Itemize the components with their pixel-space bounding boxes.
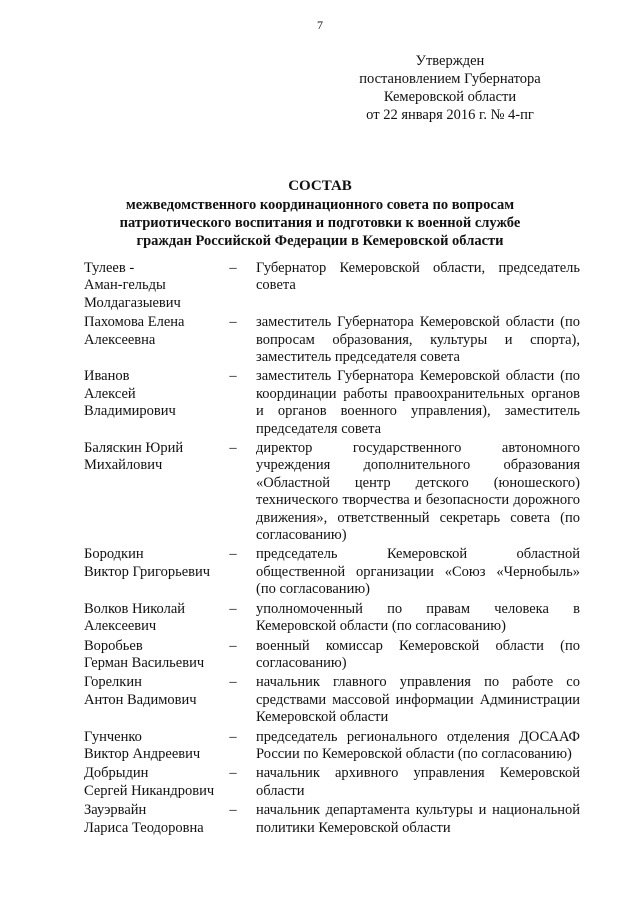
approval-line: постановлением Губернатора	[359, 71, 541, 87]
member-name-line: Волков Николай	[84, 600, 186, 617]
member-role: директор государственного автономного учреждения дополнительного образования «Областной центр детского (юношеского) технического творчества и безопасности дорожного движения», ответственный секретарь совета (по согласованию)	[256, 440, 580, 544]
approval-date-line: от 22 января 2016 г. № 4-пг	[366, 107, 534, 123]
member-name	[84, 638, 234, 673]
member-dash: –	[229, 765, 237, 782]
member-name-line: Зауэрвайн	[84, 802, 147, 819]
member-name-line: Лариса Теодоровна	[84, 819, 204, 836]
member-dash: –	[229, 314, 237, 331]
member-name-line: Воробьев	[84, 637, 143, 654]
member-name	[84, 765, 234, 800]
member-role: начальник департамента культуры и национальной политики Кемеровской области	[256, 802, 580, 836]
member-role: председатель регионального отделения ДОСААФ России по Кемеровской области (по согласованию)	[256, 728, 580, 762]
member-name	[84, 674, 234, 709]
member-dash: –	[229, 674, 237, 691]
member-name-line: Алексеевич	[84, 618, 157, 635]
member-entry	[84, 802, 580, 837]
member-role: начальник архивного управления Кемеровской области	[256, 765, 580, 799]
member-dash: –	[229, 637, 237, 654]
member-role: уполномоченный по правам человека в Кемеровской области (по согласованию)	[256, 600, 580, 635]
approval-line: Кемеровской области	[383, 89, 517, 105]
member-entry	[84, 260, 580, 312]
member-name-line: Добрыдин	[84, 765, 149, 782]
member-name-line: Иванов	[84, 368, 130, 385]
member-dash: –	[229, 260, 237, 276]
member-name-line: Гунченко	[84, 728, 142, 745]
member-role: заместитель Губернатора Кемеровской области (по координации работы правоохранительных органов и органов военного управления), заместитель председателя совета	[256, 368, 580, 437]
member-name	[84, 546, 234, 581]
member-role: председатель Кемеровской областной общественной организации «Союз «Чернобыль» (по согласованию)	[256, 546, 580, 598]
member-name-line: Баляскин Юрий	[84, 440, 184, 457]
member-name	[84, 314, 234, 349]
member-role: военный комиссар Кемеровской области (по согласованию)	[256, 637, 580, 671]
member-entry	[84, 674, 580, 726]
document-subtitle-line: граждан Российской Федерации в Кемеровской области	[136, 233, 504, 249]
member-name	[84, 729, 234, 764]
document-heading	[40, 176, 600, 250]
document-subtitle-line: патриотического воспитания и подготовки к военной службе	[119, 215, 521, 231]
member-entry	[84, 601, 580, 636]
member-name-line: Виктор Андреевич	[84, 745, 201, 762]
member-name	[84, 368, 234, 420]
member-entry	[84, 765, 580, 800]
document-subtitle-line: межведомственного координационного совета по вопросам	[125, 197, 515, 213]
member-dash: –	[229, 600, 237, 617]
member-name-line: Горелкин	[84, 674, 142, 691]
member-dash: –	[229, 546, 237, 563]
member-role: начальник главного управления по работе со средствами массовой информации Администрации Кемеровской области	[256, 674, 580, 726]
member-role: Губернатор Кемеровской области, председатель совета	[256, 260, 580, 294]
member-name	[84, 260, 234, 312]
member-entry	[84, 368, 580, 438]
member-dash: –	[229, 802, 237, 819]
member-role: заместитель Губернатора Кемеровской области (по вопросам образования, культуры и спорта), заместитель председателя совета	[256, 314, 580, 365]
member-dash: –	[229, 728, 237, 745]
page-number: 7	[317, 18, 323, 32]
member-entry	[84, 638, 580, 673]
approval-line: Утвержден	[415, 53, 485, 69]
document-title: СОСТАВ	[288, 178, 352, 194]
member-entry	[84, 546, 580, 598]
member-dash: –	[229, 440, 237, 457]
member-name-line: Молдагазыевич	[84, 294, 181, 311]
member-name-line: Сергей Никандрович	[84, 782, 215, 799]
member-dash: –	[229, 368, 237, 385]
member-name-line: Тулеев -	[84, 260, 135, 276]
member-name-line: Бородкин	[84, 546, 144, 563]
member-entry	[84, 314, 580, 366]
member-name	[84, 440, 234, 475]
members-list	[84, 260, 580, 839]
member-name-line: Михайлович	[84, 457, 163, 474]
member-name-line: Алексей	[84, 385, 136, 402]
member-name	[84, 601, 234, 636]
member-name-line: Виктор Григорьевич	[84, 563, 211, 580]
member-name-line: Герман Васильевич	[84, 654, 205, 671]
member-name-line: Владимирович	[84, 403, 176, 420]
member-entry	[84, 729, 580, 764]
member-name-line: Аман-гельды	[84, 277, 166, 294]
approval-block	[330, 52, 570, 124]
member-entry	[84, 440, 580, 544]
member-name-line: Пахомова Елена	[84, 314, 185, 331]
member-name-line: Антон Вадимович	[84, 691, 197, 708]
member-name-line: Алексеевна	[84, 331, 156, 348]
member-name	[84, 802, 234, 837]
